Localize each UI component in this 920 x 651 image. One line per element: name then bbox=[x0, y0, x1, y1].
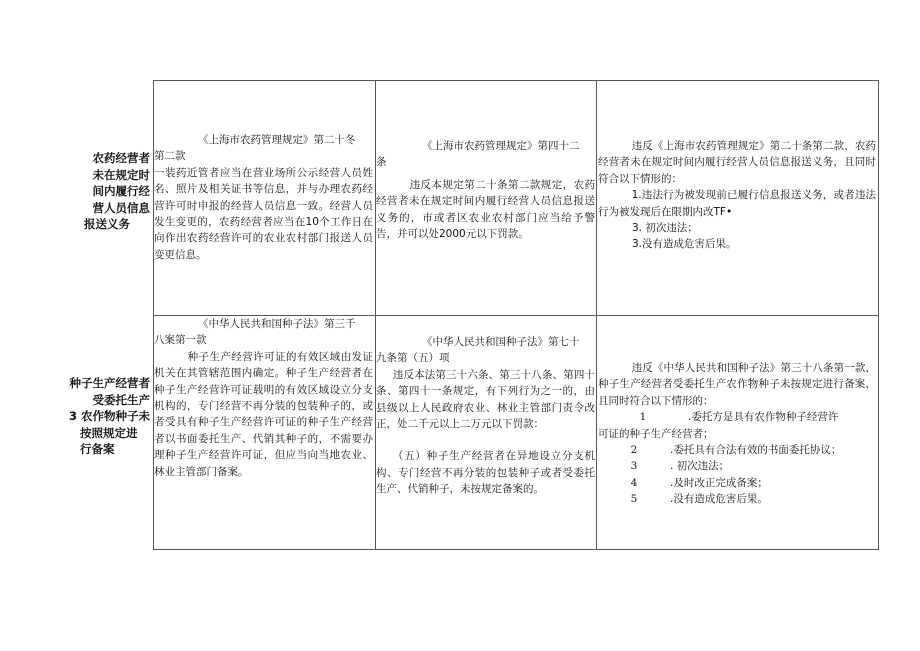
basis-continued: 第二款 bbox=[154, 150, 186, 163]
row-label-line: 营人员信息 bbox=[92, 200, 150, 215]
item-number: 3 bbox=[630, 460, 638, 473]
basis-title: 《上海市农药管理规定》第二十冬 bbox=[198, 134, 356, 146]
exemption-item bbox=[598, 458, 876, 474]
cell-exemption bbox=[598, 360, 876, 508]
exemption-item: 3.没有造成危害后果。 bbox=[632, 238, 737, 251]
basis-body: 一装药近管者应当在营业场所公示经营人员姓名、照片及相关证书等信息，并与办理农药经营许可时申报的经营人员信息一致。经营人员发生变更的，农药经营者应当在10个工作日在向作出农药经营许可的农业农村部门报送人员变更信息。 bbox=[154, 166, 373, 261]
row-label-line: 行备案 bbox=[80, 442, 115, 456]
basis-continued: 八案第一款 bbox=[154, 334, 207, 347]
exemption-intro: 违反《上海市农药管理规定》第二十条第二款，农药经营者未在规定时间内履行经营人员信息报送义务，且同时符合以下情形的： bbox=[598, 140, 876, 185]
row-label-line: 间内履行经 bbox=[92, 184, 150, 198]
penalty-title: 《中华人民共和国种子法》第七十 bbox=[422, 336, 580, 348]
row-label-line: 农药经营者 bbox=[92, 151, 150, 165]
exemption-item bbox=[598, 409, 876, 425]
row-label-line: 按照规定进 bbox=[80, 425, 138, 440]
cell-legal-basis bbox=[154, 316, 373, 480]
exemption-item: 1.违法行为被发现前已履行信息报送义务，或者违法行为被发现后在限期内改TF• bbox=[598, 189, 876, 218]
table-border bbox=[153, 549, 879, 550]
cell-penalty-basis bbox=[376, 334, 595, 498]
item-text: .没有造成危害后果。 bbox=[670, 493, 768, 506]
penalty-body: 违反本法第三十六条、第三十八条、第四十条、第四十一条规定，有下列行为之一的，由县级以上人民政府农业、林业主管部门责令改正，处二千元以上二万元以下罚款： bbox=[376, 368, 595, 431]
exemption-item bbox=[598, 475, 876, 491]
cell-exemption bbox=[598, 138, 876, 253]
penalty-body: 违反本规定第二十条第二款规定，农药经营者未在规定时间内履行经营人员信息报送义务的，市或者区农业农村部门应当给予警告，并可以处2000元以下罚款。 bbox=[376, 178, 595, 241]
item-text: . 初次违法； bbox=[670, 460, 730, 473]
cell-legal-basis bbox=[154, 132, 373, 263]
exemption-intro: 违反《中华人民共和国种子法》第三十八条第一款，种子生产经营者受委托生产农作物种子未按规定进行备案，且同时符合以下情形的： bbox=[598, 362, 876, 407]
row-label-line: 报送义务 bbox=[84, 217, 130, 231]
item-number: 5 bbox=[630, 493, 638, 506]
basis-body: 种子生产经营许可证的有效区域由发证机关在其管辖范围内确定。种子生产经营者在种子生产经营许可证载明的有效区域设立分支机构的，专门经营不再分装的包装种子的，或者受具有种子生产经营许可证的种子生产经营者以书面委托生产、代销其种子的，不需要办理种子生产经营许可证，但应当向当地农业、林业主管部门备案。 bbox=[154, 350, 373, 478]
penalty-continued: 条 bbox=[376, 156, 387, 169]
item-number: 1 bbox=[639, 411, 647, 424]
exemption-item bbox=[598, 442, 876, 458]
row-label-line: 种子生产经营者 bbox=[69, 376, 150, 390]
exemption-item bbox=[598, 491, 876, 507]
exemption-item: 3. 初次违法； bbox=[632, 222, 698, 235]
item-text: .委托方是具有农作物种子经营许 bbox=[688, 411, 839, 424]
row-label-seed bbox=[40, 375, 150, 458]
item-number: 2 bbox=[630, 444, 638, 457]
basis-title: 《中华人民共和国种子法》第三千 bbox=[198, 318, 356, 330]
penalty-continued: 九条第（五）项 bbox=[376, 352, 450, 365]
item-number: 4 bbox=[630, 476, 638, 489]
penalty-title: 《上海市农药管理规定》第四十二 bbox=[422, 140, 580, 152]
row-label-pesticide bbox=[70, 150, 150, 233]
row-label-line: 3 农作物种子未 bbox=[68, 409, 150, 423]
table-border bbox=[153, 80, 879, 81]
row-label-line: 未在规定时 bbox=[92, 167, 150, 182]
cell-penalty-basis bbox=[376, 138, 595, 242]
item-text: .及时改正完成备案； bbox=[670, 476, 768, 489]
regulation-table bbox=[153, 80, 879, 550]
item-text: .委托具有合法有效的书面委托协议； bbox=[670, 444, 842, 457]
exemption-item-continued: 可证的种子生产经营者； bbox=[598, 427, 714, 440]
row-label-line: 受委托生产 bbox=[92, 392, 150, 407]
penalty-clause: （五）种子生产经营者在异地设立分支机构、专门经营不再分装的包装种子或者受委托生产、代销种子，未按规定备案的。 bbox=[376, 450, 595, 496]
